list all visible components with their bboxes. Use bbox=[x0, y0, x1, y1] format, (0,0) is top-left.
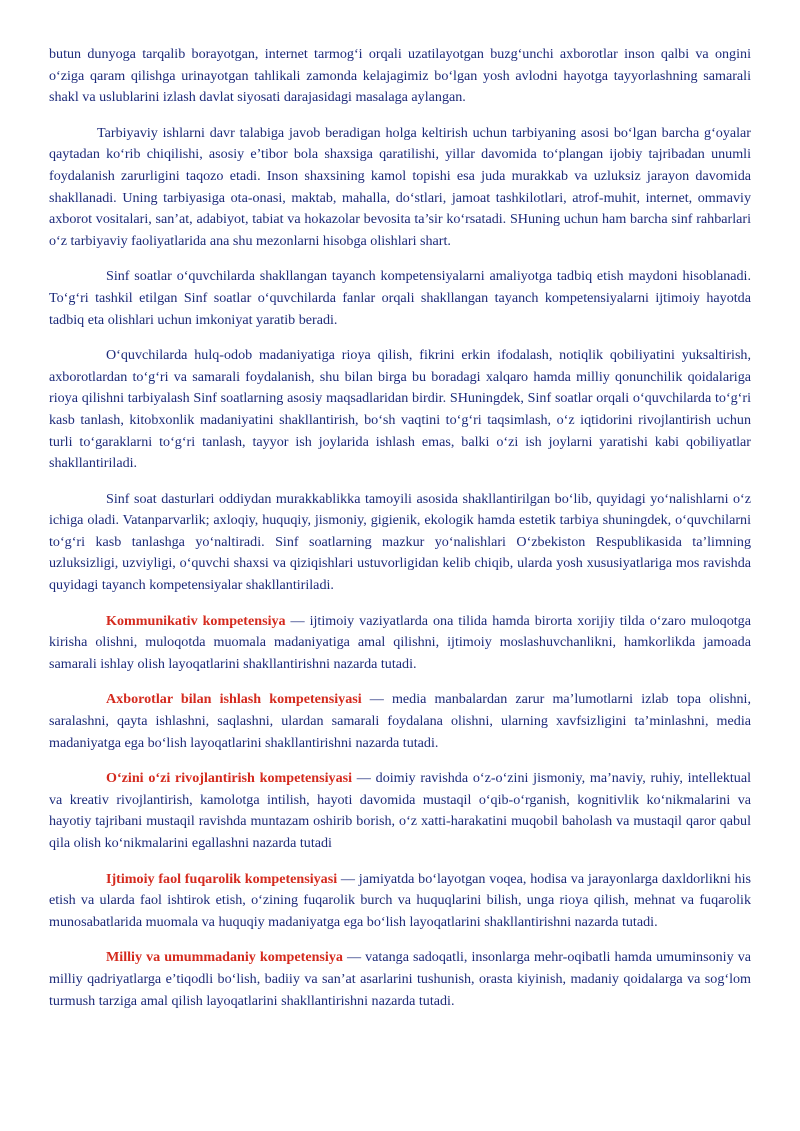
competency-term: Milliy va umummadaniy kompetensiya bbox=[106, 949, 343, 966]
competency-description: — doimiy ravishda o‘z-o‘zini jismoniy, ma’naviy, ruhiy, intellektual va kreativ rivojlantirish, kamolotga intilish, hayoti davomida mustaqil o‘qib-o‘rganish, kognitivlik ko‘nikmalarini va hayotiy tajribani mustaqil ravishda muntazam oshirib borish, o‘z xatti-harakatini muqobil baholash va mustaqil qaror qabul qila olish ko‘nikmalarini egallashni nazarda tutadi bbox=[49, 770, 752, 851]
document-page bbox=[49, 44, 751, 1026]
paragraph-intro-continuation: butun dunyoga tarqalib borayotgan, internet tarmog‘i orqali uzatilayotgan buzg‘unchi axborotlar inson qalbi va ongini o‘ziga qaram qilishga urinayotgan tahlikali zamonda kelajagimiz bo‘lgan yosh avlodni hayotga tayyorlashning samarali shakl va uslublarini izlash davlat siyosati darajasidagi masalaga aylangan. bbox=[49, 46, 751, 106]
competency-description: — vatanga sadoqatli, insonlarga mehr-oqibatli hamda umuminsoniy va milliy qadriyatlarga e’tiqodli bo‘lish, badiiy va san’at asarlarini tushunish, orasta kiyinish, madaniy qoidalarga va sog‘lom turmush tarziga amal qilish layoqatlarini shakllantirishni nazarda tutadi. bbox=[49, 949, 751, 1009]
competency-description: — media manbalardan zarur ma’lumotlarni izlab topa olishni, saralashni, qayta ishlashni, saqlashni, ulardan samarali foydalana olishni, ularning xavfsizligini ta’minlashni, media madaniyatga ega bo‘lish layoqatlarini shakllantirishni nazarda tutadi. bbox=[49, 691, 751, 751]
paragraph-class-hours: Sinf soatlar o‘quvchilarda shakllangan tayanch kompetensiyalarni amaliyotga tadbiq etish maydoni hisoblanadi. To‘g‘ri tashkil etilgan Sinf soatlar o‘quvchilarda fanlar orqali shakllangan tayanch kompetensiyalarni ijtimoiy hayotda tadbiq eta olishlari uchun imkoniyat yaratib beradi. bbox=[49, 268, 751, 328]
paragraph-upbringing: Tarbiyaviy ishlarni davr talabiga javob beradigan holga keltirish uchun tarbiyaning asosi bo‘lgan barcha g‘oyalar qaytadan ko‘rib chiqilishi, asosiy e’tibor bola shaxsiga qaratilishi, yillar davomida to‘plangan ijobiy tajribadan unumli foydalanish zarurligini taqozo etadi. Inson shaxsining kamol topishi esa juda murakkab va uzluksiz jarayon davomida shakllanadi. Uning tarbiyasiga ota-onasi, maktab, mahalla, do‘stlari, jamoat tashkilotlari, atrof-muhit, internet, ommaviy axborot vositalari, san’at, adabiyot, tabiat va hokazolar bevosita ta’sir ko‘rsatadi. SHuning uchun ham barcha sinf rahbarlari o‘z tarbiyaviy faoliyatlarida ana shu mezonlarni hisobga olishlari shart. bbox=[49, 124, 751, 249]
competency-term: Axborotlar bilan ishlash kompetensiyasi bbox=[106, 691, 362, 708]
competency-civic bbox=[49, 869, 751, 934]
competency-term: O‘zini o‘zi rivojlantirish kompetensiyasi bbox=[106, 770, 353, 787]
competency-information bbox=[49, 689, 751, 754]
competency-description: — jamiyatda bo‘layotgan voqea, hodisa va jarayonlarga daxldorlikni his etish va ularda faol ishtirok etish, o‘zining fuqarolik burch va huquqlarini bilish, unga rioya qilish, mehnat va fuqarolik munosabatlarida muomala va huquqiy madaniyatga ega bo‘lish layoqatlarini shakllantirishni nazarda tutadi. bbox=[49, 870, 751, 930]
competency-self-development bbox=[49, 768, 751, 854]
competency-communicative bbox=[49, 611, 751, 676]
competency-term: Ijtimoiy faol fuqarolik kompetensiyasi bbox=[106, 870, 338, 887]
paragraph-students-culture: O‘quvchilarda hulq-odob madaniyatiga rioya qilish, fikrini erkin ifodalash, notiqlik qobiliyatini yuksaltirish, axborotlardan to‘g‘ri va samarali foydalanish, shu bilan birga bu boradagi xalqaro hamda milliy qonunchilik qoidalariga rioya qilishni tarbiyalash Sinf soatlarning asosiy maqsadlaridan birdir. SHuningdek, Sinf soatlar orqali o‘quvchilarda to‘g‘ri kasb tanlash, kitobxonlik madaniyatini shakllantirish, bo‘sh vaqtini to‘g‘ri taqsimlash, o‘z iqtidorini rivojlantirish uchun turli to‘garaklarni to‘g‘ri tanlash, tayyor ish joylarida ishlash emas, balki o‘zi ish joylarni yaratishi kabi qobiliyatlar shakllantiriladi. bbox=[49, 347, 751, 472]
competency-term: Kommunikativ kompetensiya bbox=[106, 612, 286, 629]
paragraph-programs: Sinf soat dasturlari oddiydan murakkablikka tamoyili asosida shakllantirilgan bo‘lib, quyidagi yo‘nalishlarni o‘z ichiga oladi. Vatanparvarlik; axloqiy, huquqiy, jismoniy, gigienik, ekologik hamda estetik tarbiya shuningdek, o‘quvchilarni to‘g‘ri kasb tanlashga yo‘naltiradi. Sinf soatlarning mazkur yo‘nalishlari O‘zbekiston Respublikasida ta’limning uzluksizligi, uzviyligi, o‘quvchi shaxsi va qiziqishlari ustuvorligidan kelib chiqib, ularda yosh xususiyatlariga mos ravishda quyidagi tayanch kompetensiyalar shakllantiriladi. bbox=[49, 490, 751, 594]
competency-national-cultural bbox=[49, 947, 751, 1012]
competency-description: — ijtimoiy vaziyatlarda ona tilida hamda birorta xorijiy tilda o‘zaro muloqotga kirisha olishni, muloqotda muomala madaniyatiga amal qilishni, ijtimoiy moslashuvchanlikni, hamkorlikda jamoada samarali ishlay olish layoqatlarini shakllantirishni nazarda tutadi. bbox=[49, 612, 751, 672]
